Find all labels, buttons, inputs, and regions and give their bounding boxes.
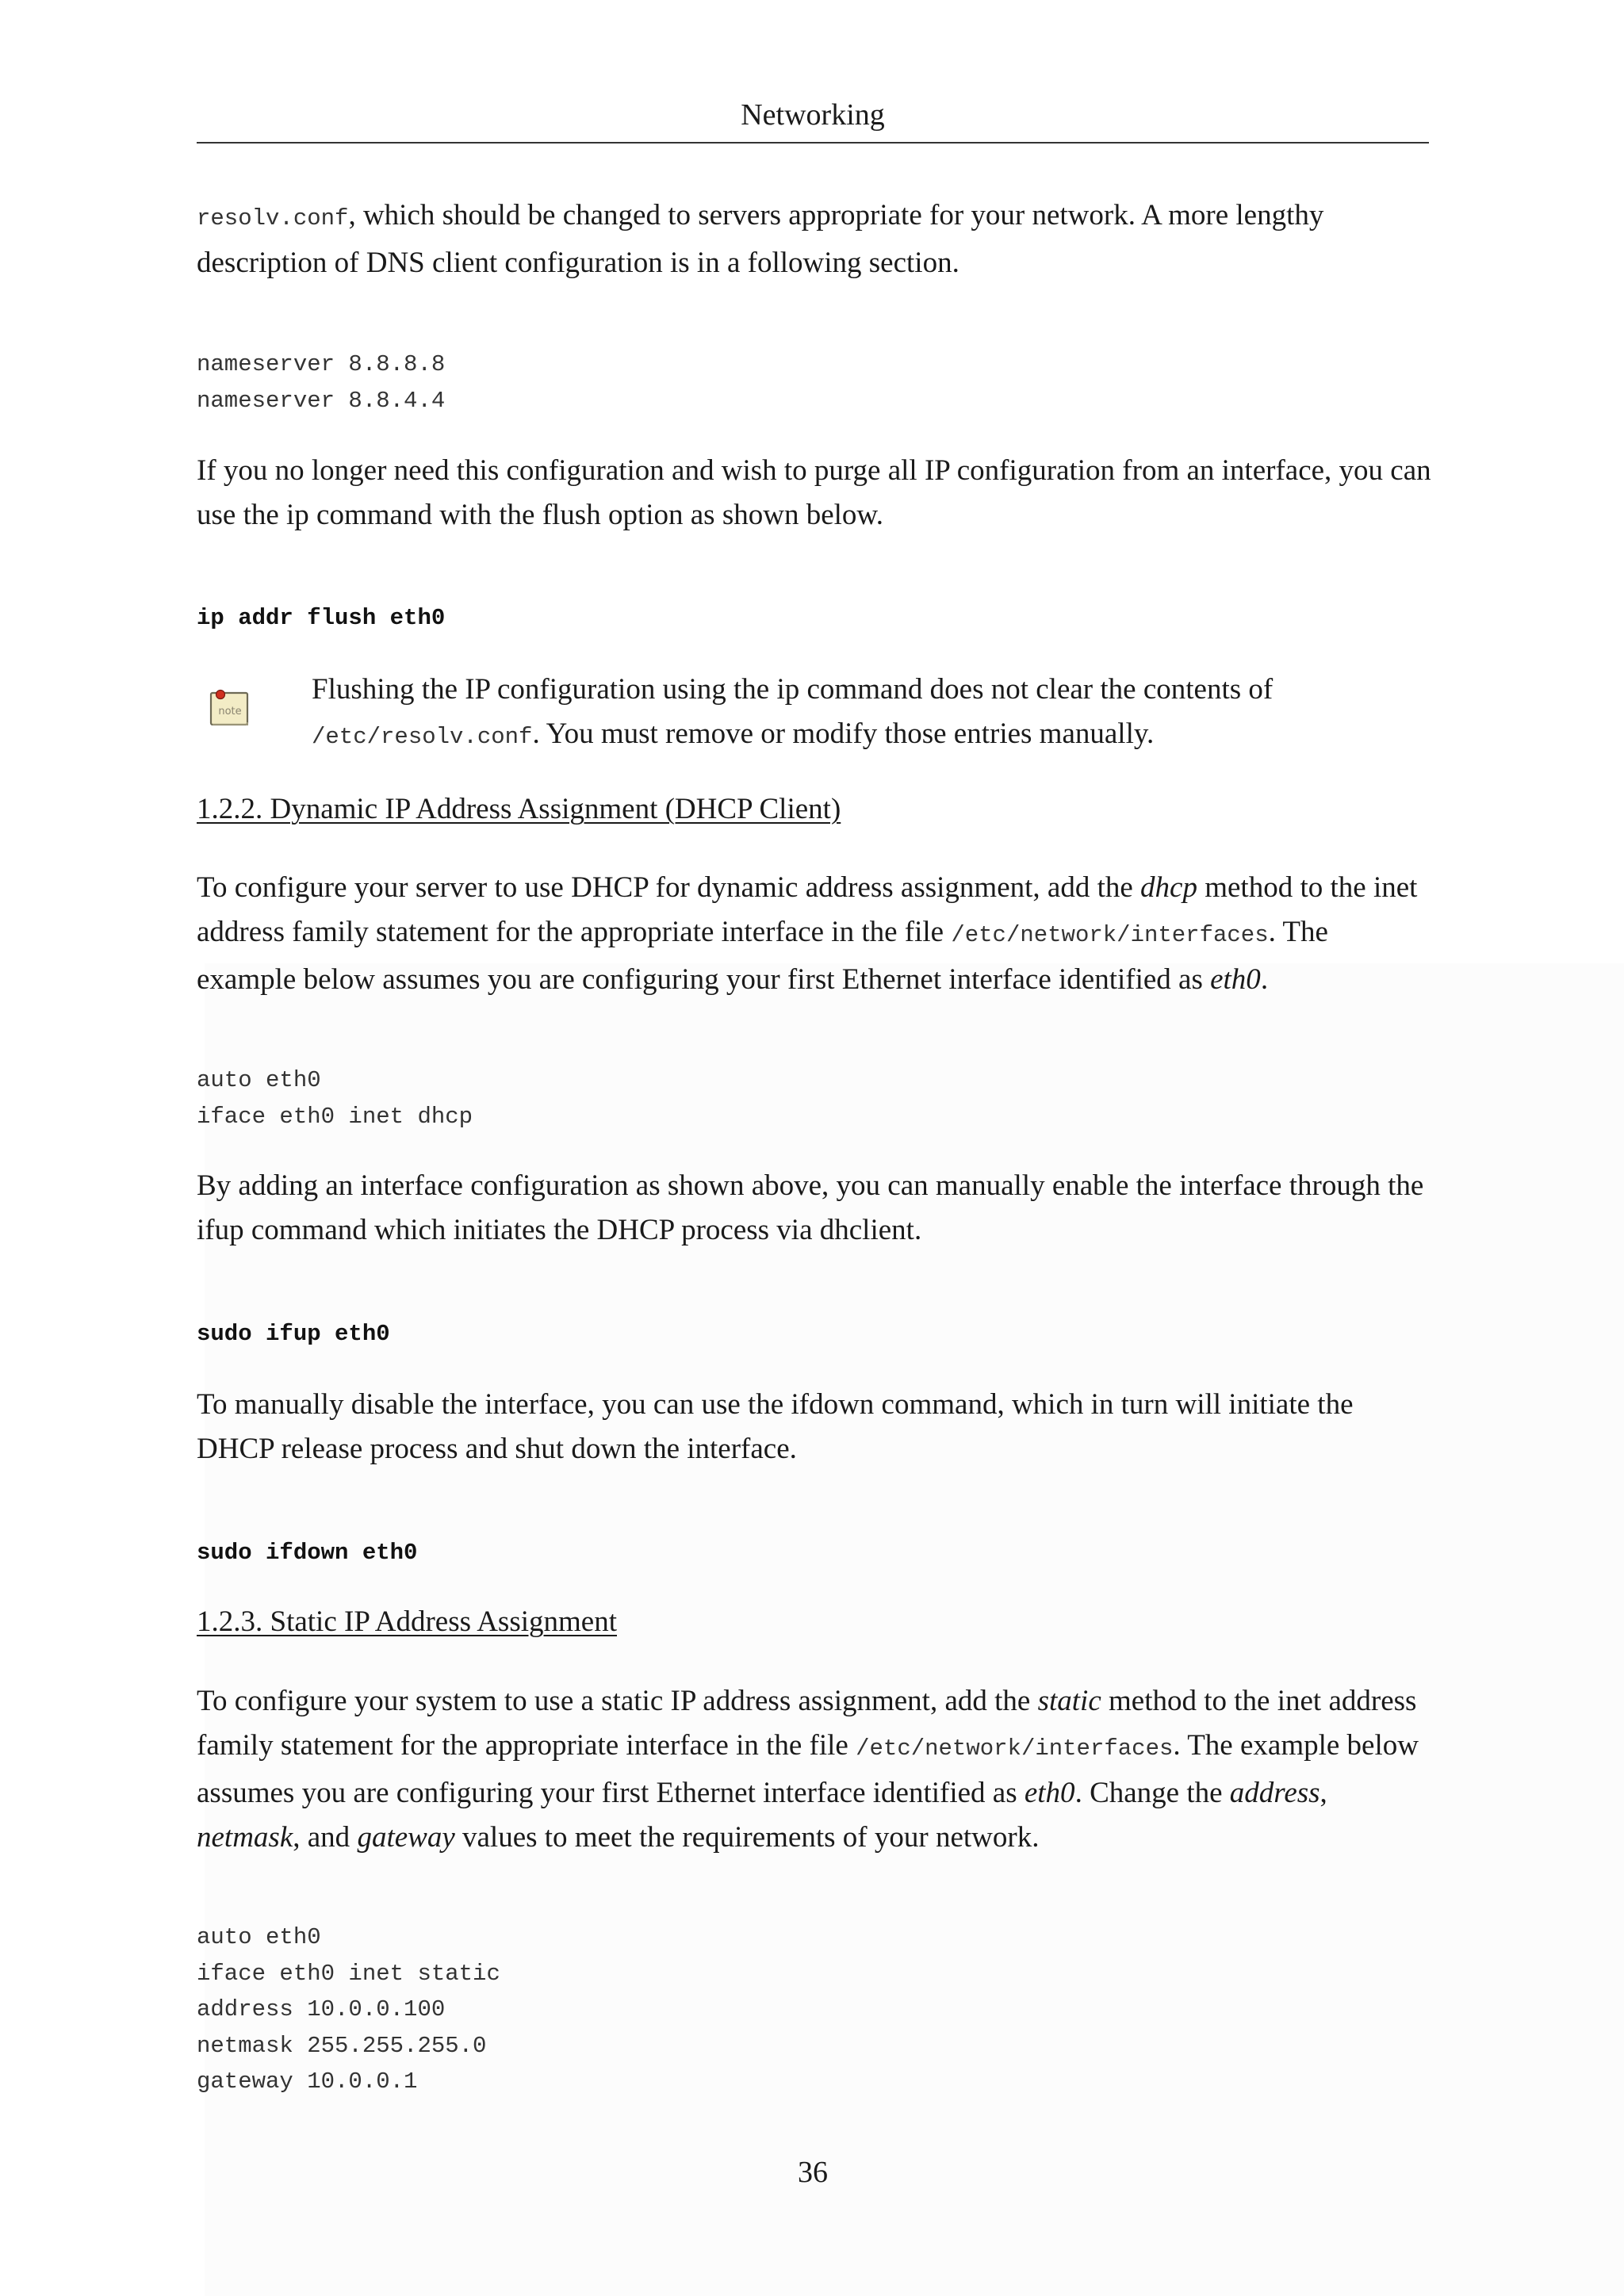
command-ifup: sudo ifup eth0 (197, 1321, 390, 1347)
paragraph-resolv-text: , which should be changed to servers appropriate for your network. A more lengthy description of DNS client configuration is in a following section. (197, 199, 1324, 279)
inline-code-interfaces: /etc/network/interfaces (856, 1735, 1174, 1762)
text-span: . The example below assumes you are configuring your first Ethernet interface identified as (197, 916, 1328, 996)
code-line: netmask 255.255.255.0 (197, 2032, 487, 2059)
section-heading-static: 1.2.3. Static IP Address Assignment (197, 1605, 617, 1638)
code-line: nameserver 8.8.8.8 (197, 351, 446, 377)
code-line: iface eth0 inet dhcp (197, 1103, 473, 1130)
running-header: Networking (741, 98, 885, 132)
text-span: To configure your system to use a static IP address assignment, add the (197, 1685, 1038, 1717)
code-block-dhcp (197, 1062, 473, 1135)
emphasis-dhcp: dhcp (1140, 871, 1197, 904)
text-span: values to meet the requirements of your network. (454, 1821, 1040, 1854)
text-span: . (1260, 963, 1269, 996)
code-block-nameservers (197, 346, 445, 419)
paragraph-ifup: By adding an interface configuration as shown above, you can manually enable the interface through the ifup command which initiates the DHCP process via dhclient. (197, 1169, 1424, 1246)
code-line: address 10.0.0.100 (197, 1996, 446, 2022)
code-line: auto eth0 (197, 1924, 321, 1950)
section-heading-dhcp: 1.2.2. Dynamic IP Address Assignment (DHCP Client) (197, 793, 841, 825)
note-text (312, 668, 1438, 760)
text-span: . The example below assumes you are configuring your first Ethernet interface identified as (197, 1729, 1419, 1809)
page-number: 36 (798, 2156, 828, 2189)
note-icon-label: note (218, 706, 242, 718)
note-icon (208, 688, 252, 729)
header-rule (197, 142, 1429, 144)
inline-code-resolv: resolv.conf (197, 205, 349, 232)
text-span: , (1320, 1777, 1327, 1809)
paragraph-dhcp-intro (197, 866, 1434, 1002)
code-line: auto eth0 (197, 1067, 321, 1093)
inline-code-interfaces: /etc/network/interfaces (951, 922, 1269, 948)
text-span: . Change the (1074, 1777, 1230, 1809)
paragraph-ifdown: To manually disable the interface, you can use the ifdown command, which in turn will initiate the DHCP release process and shut down the interface. (197, 1388, 1354, 1465)
code-block-static (197, 1919, 500, 2100)
command-ifdown: sudo ifdown eth0 (197, 1540, 418, 1566)
paragraph-resolv (197, 193, 1434, 285)
emphasis-address: address (1229, 1777, 1320, 1809)
emphasis-gateway: gateway (357, 1821, 455, 1854)
code-line: iface eth0 inet static (197, 1960, 500, 1987)
paragraph-static-intro (197, 1679, 1434, 1860)
emphasis-netmask: netmask (197, 1821, 293, 1854)
text-span: method to the inet address family statement for the appropriate interface in the file (197, 871, 1418, 948)
emphasis-static: static (1037, 1685, 1101, 1717)
inline-code-resolv-path: /etc/resolv.conf (312, 724, 533, 750)
text-span: To configure your server to use DHCP for dynamic address assignment, add the (197, 871, 1141, 904)
code-line: nameserver 8.8.4.4 (197, 387, 446, 414)
paragraph-flush-intro: If you no longer need this configuration and wish to purge all IP configuration from an interface, you can use the ip command with the flush option as shown below. (197, 454, 1431, 531)
text-span: method to the inet address family statement for the appropriate interface in the file (197, 1685, 1417, 1762)
emphasis-eth0: eth0 (1024, 1777, 1075, 1809)
note-text-before: Flushing the IP configuration using the ip command does not clear the contents of (312, 673, 1274, 706)
command-flush: ip addr flush eth0 (197, 605, 446, 631)
text-span: , and (293, 1821, 358, 1854)
code-line: gateway 10.0.0.1 (197, 2068, 418, 2095)
emphasis-eth0: eth0 (1210, 963, 1261, 996)
note-text-after: . You must remove or modify those entries manually. (532, 718, 1155, 750)
